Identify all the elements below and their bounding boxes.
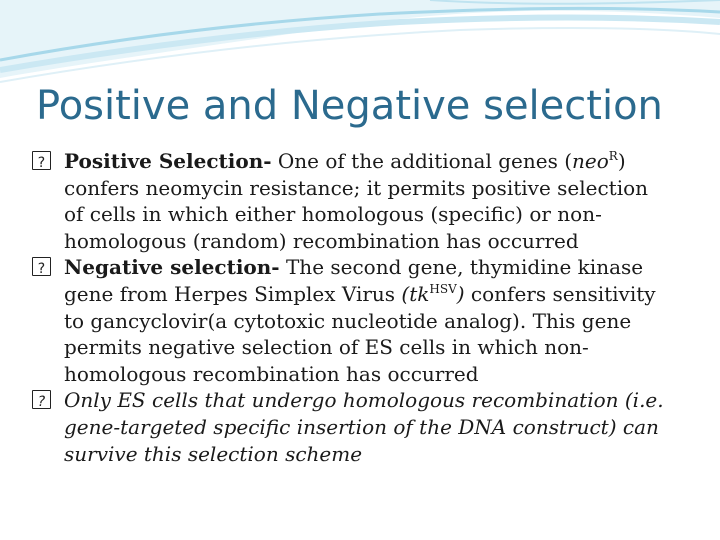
gene-superscript: HSV — [429, 281, 457, 296]
bullet-list — [30, 148, 710, 467]
bullet-positive-selection — [30, 148, 710, 254]
bullet-text: ) — [617, 149, 626, 173]
bullet-text: gene from Herpes Simplex Virus — [64, 281, 402, 306]
bullet-line — [64, 281, 710, 308]
bullet-marker-icon — [32, 390, 51, 409]
bullet-line: permits negative selection of ES cells in which non- — [64, 335, 589, 360]
bullet-line — [64, 254, 710, 281]
gene-name: neo — [572, 149, 609, 173]
gene-superscript: R — [608, 149, 618, 163]
bullet-text: The second gene, thymidine kinase — [279, 255, 644, 280]
bullet-marker-icon — [32, 257, 51, 276]
slide-title: Positive and Negative selection — [36, 83, 663, 129]
header-wave-icon — [0, 0, 720, 90]
bullet-line: to gancyclovir(a cytotoxic nucleotide analog). This gene — [64, 308, 632, 333]
bullet-heading: Negative selection- — [64, 255, 280, 280]
bullet-marker-icon — [32, 151, 51, 170]
gene-name: (tk — [401, 281, 430, 306]
bullet-line: survive this selection scheme — [64, 441, 363, 466]
bullet-line: homologous recombination has occurred — [64, 361, 479, 386]
bullet-line: gene-targeted specific insertion of the DNA construct) can — [64, 414, 659, 439]
bullet-heading: Positive Selection- — [64, 149, 272, 173]
bullet-line — [64, 148, 710, 175]
bullet-line: homologous (random) recombination has occurred — [64, 228, 579, 253]
bullet-text: confers sensitivity — [464, 281, 656, 306]
bullet-negative-selection — [30, 254, 710, 387]
bullet-text: One of the additional genes ( — [271, 149, 573, 173]
bullet-only-es-cells — [30, 387, 710, 467]
bullet-line: confers neomycin resistance; it permits positive selection — [64, 175, 649, 200]
bullet-line: of cells in which either homologous (specific) or non- — [64, 202, 602, 227]
bullet-line: Only ES cells that undergo homologous recombination (i.e. — [64, 388, 664, 413]
gene-name-close: ) — [456, 281, 465, 306]
